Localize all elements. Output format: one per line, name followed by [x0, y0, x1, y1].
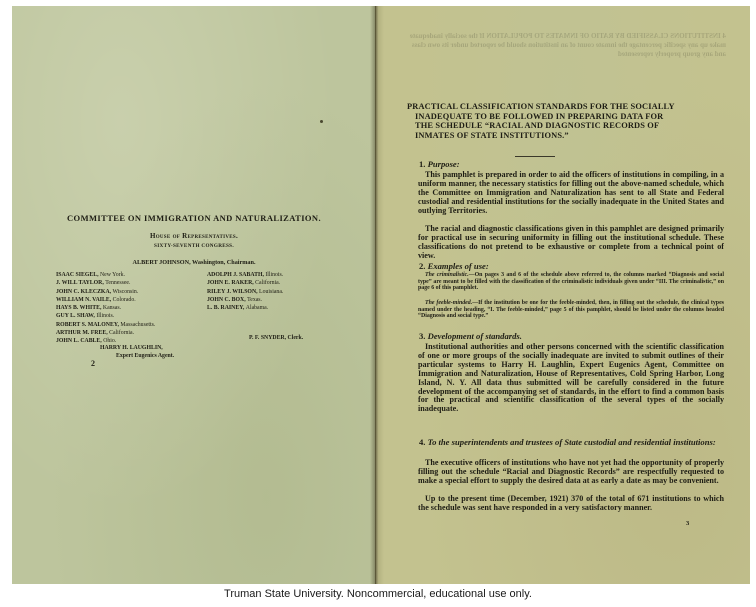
- member-entry: [56, 288, 155, 296]
- section-4-heading: [419, 438, 725, 448]
- member-name: RILEY J. WILSON,: [207, 288, 258, 295]
- member-state: Massachusetts.: [120, 321, 156, 328]
- members-list-right: [207, 271, 283, 312]
- section-3-heading: [419, 331, 522, 341]
- member-state: Illinois.: [265, 272, 284, 278]
- section-title: Purpose:: [427, 159, 460, 169]
- example-criminalistic: [418, 272, 724, 292]
- member-name: JOHN C. KLECZKA,: [56, 288, 112, 295]
- copyright-caption: Truman State University. Noncommercial, educational use only.: [224, 588, 532, 600]
- member-entry: [56, 312, 155, 320]
- member-name: ADOLPH J. SABATH,: [207, 272, 264, 278]
- member-state: Wisconsin.: [112, 288, 139, 295]
- section-4-paragraph-2: Up to the present time (December, 1921) 370 of the total of 671 institutions to which the schedule was sent have responded in a very satisfactory manner.: [418, 494, 724, 512]
- paper-speck: [320, 120, 323, 123]
- member-entry: [56, 296, 155, 304]
- section-3-paragraph: Institutional authorities and other persons concerned with the scientific classification of one or more groups of the socially inadequate are invited to submit outlines of their particular systems to Harry H. Laughlin, Expert Eugenics Agent, Committee on Immigration and Naturalization, House of Representatives, Cold Spring Harbor, Long Island, N. Y. All data thus submitted will be carefully considered in the future development of the accompanying set of standards, in the effort to find a common basis for the practical and scientific classification of the several types of the socially inadequate.: [418, 342, 724, 414]
- bleed-through-text: 4 INSTITUTIONS CLASSIFIED BY RATIO OF INMATES TO POPULATION If the socially inadequate make up any specific percentage the inmate count of an institution should be reported under its own class and any group properly represented: [409, 32, 726, 58]
- member-state: New York.: [99, 272, 125, 278]
- member-entry: [56, 321, 155, 329]
- book-gutter: [370, 6, 384, 584]
- section-1-heading: [419, 159, 460, 169]
- left-page: [12, 6, 376, 584]
- section-1-paragraph-1: This pamphlet is prepared in order to aid the officers of institutions in compiling, in a uniform manner, the necessary statistics for filling out the above-named schedule, which the Committee on Immigration and Naturalization has sent to all State and Federal custodial and residential institutions for the socially inadequate in the United States and outlying Territories.: [418, 170, 724, 215]
- member-entry: [207, 288, 283, 296]
- member-name: L. B. RAINEY,: [207, 305, 245, 312]
- member-name: WILLIAM N. VAILE,: [56, 296, 112, 303]
- example-feeble-minded: [418, 300, 724, 320]
- heading-line: PRACTICAL CLASSIFICATION STANDARDS FOR THE SOCIALLY: [407, 102, 675, 111]
- agent-name: HARRY H. LAUGHLIN,: [100, 345, 163, 351]
- member-name: GUY L. SHAW,: [56, 313, 95, 320]
- member-entry: [56, 271, 155, 279]
- member-name: JOHN E. RAKER,: [207, 280, 254, 287]
- house-label: House of Representatives.: [149, 232, 239, 240]
- heading-line: THE SCHEDULE “RACIAL AND DIAGNOSTIC RECORDS OF: [415, 121, 660, 131]
- member-name: HAYS B. WHITE,: [56, 305, 102, 312]
- member-entry: [207, 271, 283, 279]
- committee-title: COMMITTEE ON IMMIGRATION AND NATURALIZATION.: [67, 213, 321, 223]
- example-label: The criminalistic.: [425, 272, 469, 278]
- section-title: Examples of use:: [427, 261, 489, 271]
- member-name: ROBERT S. MALONEY,: [56, 321, 119, 328]
- section-number: 3.: [419, 331, 426, 341]
- page-number-left: 2: [91, 359, 95, 368]
- page-number-right: 3: [686, 520, 690, 527]
- example-text: —On pages 3 and 6 of the schedule above referred to, the columns marked “Diagnosis and social type” are meant to be filled with the classification of the criminalistic individuals given under “III. The criminalistic,” on page 6 of this pamphlet.: [418, 272, 725, 292]
- member-state: Texas.: [247, 296, 262, 303]
- member-state: Illinois.: [96, 313, 115, 320]
- example-label: The feeble-minded.: [425, 300, 473, 306]
- member-name: JOHN L. CABLE,: [56, 338, 102, 345]
- heading-line: INMATES OF STATE INSTITUTIONS.”: [415, 130, 569, 140]
- clerk-line: P. F. SNYDER, Clerk.: [249, 335, 304, 341]
- member-name: ARTHUR M. FREE,: [56, 330, 108, 337]
- heading-line: INADEQUATE TO BE FOLLOWED IN PREPARING DATA FOR: [415, 111, 664, 121]
- congress-label: SIXTY-SEVENTH CONGRESS.: [154, 243, 234, 249]
- member-name: J. WILL TAYLOR,: [56, 280, 104, 287]
- member-state: Tennessee.: [105, 280, 131, 287]
- agent-title: Expert Eugenics Agent.: [116, 353, 175, 359]
- members-list-left: [56, 271, 155, 346]
- section-number: 4.: [419, 437, 426, 447]
- member-state: Kansas.: [102, 305, 122, 312]
- member-entry: [56, 279, 155, 287]
- member-name: ISAAC SIEGEL,: [56, 272, 99, 278]
- document-spread: [12, 6, 750, 584]
- member-state: California.: [109, 330, 135, 337]
- section-number: 2.: [419, 261, 426, 271]
- chairman-line: ALBERT JOHNSON, Washington, Chairman.: [132, 259, 256, 266]
- section-2-heading: [419, 261, 489, 271]
- member-entry: [207, 304, 283, 312]
- member-state: Alabama.: [245, 305, 269, 312]
- section-title: Development of standards.: [427, 331, 522, 341]
- member-entry: [56, 304, 155, 312]
- member-state: Colorado.: [112, 296, 136, 303]
- member-state: Ohio.: [103, 338, 117, 345]
- member-name: JOHN C. BOX,: [207, 296, 246, 303]
- section-title: To the superintendents and trustees of State custodial and residential institutions:: [427, 437, 716, 447]
- member-state: Louisiana.: [259, 288, 284, 295]
- member-state: California.: [255, 280, 281, 287]
- section-number: 1.: [419, 159, 426, 169]
- heading-divider: [515, 156, 555, 157]
- section-1-paragraph-2: The racial and diagnostic classifications given in this pamphlet are designed primarily for practical use in securing uniformity in filling out the institutional schedule. These classifications do not pretend to be exhaustive or complete from a technical point of view.: [418, 224, 724, 260]
- member-entry: [207, 296, 283, 304]
- member-entry: [56, 329, 155, 337]
- example-text: —If the institution be one for the feeble-minded, then, in filling out the schedule, the clinical types named under the heading, “I. The feeble-minded,” page 5 of this pamphlet, should be listed under the columns headed “Diagnosis and social type.”: [418, 300, 724, 320]
- section-4-paragraph-1: The executive officers of institutions who have not yet had the opportunity of properly filling out the schedule “Racial and Diagnostic Records” are respectfully requested to make a special effort to supply the desired data at as early a date as may be convenient.: [418, 458, 724, 485]
- page-heading: [407, 102, 721, 140]
- right-page: [376, 6, 750, 584]
- member-entry: [207, 279, 283, 287]
